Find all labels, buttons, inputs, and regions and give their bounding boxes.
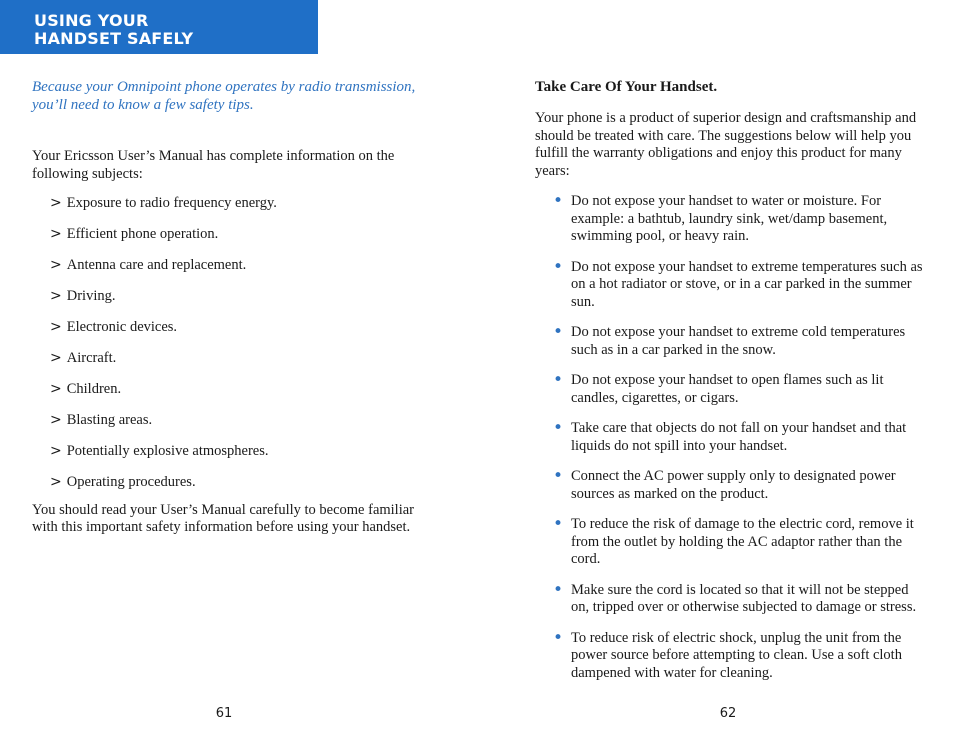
- care-bullet-item: [535, 627, 927, 683]
- bullet-dot: •: [553, 579, 564, 600]
- care-bullet-text: Do not expose your handset to open flames such as lit candles, cigarettes, or cigars.: [571, 372, 884, 406]
- subject-item: [50, 381, 432, 399]
- subject-marker: >: [50, 319, 62, 335]
- subject-marker: >: [50, 195, 62, 211]
- subject-marker: >: [50, 412, 62, 428]
- care-bullet-text: Make sure the cord is located so that it will not be stepped on, tripped over or otherwise subjected to damage or stress.: [571, 581, 917, 615]
- subject-marker: >: [50, 443, 62, 459]
- subject-item: [50, 443, 432, 461]
- bullet-dot: •: [553, 256, 564, 277]
- care-bullet-item: [535, 468, 927, 503]
- bullet-dot: •: [553, 322, 564, 342]
- subject-marker: >: [50, 226, 62, 242]
- section-header-band: [0, 0, 318, 54]
- care-bullet-text: To reduce the risk of damage to the electric cord, remove it from the outlet by holding the AC adaptor rather than the cord.: [571, 516, 914, 567]
- care-bullet-item: [535, 372, 927, 407]
- subject-text: Potentially explosive atmospheres.: [66, 443, 269, 459]
- care-bullet-item: [535, 579, 927, 617]
- care-bullet-item: [535, 324, 927, 359]
- subject-text: Exposure to radio frequency energy.: [66, 195, 277, 211]
- care-bullet-item: [535, 516, 927, 569]
- care-bullet-text: Do not expose your handset to water or moisture. For example: a bathtub, laundry sink, wet/damp basement, swimming pool, or heavy rain.: [571, 193, 888, 244]
- right-page-column: [535, 78, 927, 695]
- care-bullet-list: [535, 193, 927, 682]
- bullet-dot: •: [553, 466, 564, 486]
- subject-marker: >: [50, 288, 62, 304]
- bullet-dot: •: [553, 418, 564, 438]
- subject-item: [50, 319, 432, 337]
- subject-item: [50, 350, 432, 368]
- care-bullet-text: Do not expose your handset to extreme cold temperatures such as in a car parked in the snow.: [571, 324, 906, 358]
- care-lead-paragraph: Your phone is a product of superior design and craftsmanship and should be treated with care. The suggestions below will help you fulfill the warranty obligations and enjoy this product for many years:: [535, 110, 917, 179]
- page-number-left: 61: [215, 706, 233, 721]
- subject-text: Children.: [66, 381, 122, 397]
- subject-item: [50, 226, 432, 244]
- section-title: [34, 12, 193, 48]
- subject-text: Electronic devices.: [66, 319, 178, 335]
- left-page-column: [32, 78, 432, 537]
- subjects-lead-paragraph: Your Ericsson User’s Manual has complete information on the following subjects:: [32, 148, 395, 182]
- bullet-dot: •: [553, 627, 564, 648]
- bullet-dot: •: [553, 191, 564, 211]
- subject-text: Operating procedures.: [66, 474, 196, 490]
- intro-tip: Because your Omnipoint phone operates by radio transmission, you’ll need to know a few safety tips.: [32, 79, 416, 113]
- subject-text: Aircraft.: [66, 350, 117, 366]
- care-bullet-item: [535, 193, 927, 246]
- closing-paragraph: You should read your User’s Manual carefully to become familiar with this important safety information before using your handset.: [32, 501, 415, 535]
- section-title-line-2: HANDSET SAFELY: [34, 29, 194, 48]
- subject-marker: >: [50, 474, 62, 490]
- subject-text: Antenna care and replacement.: [66, 257, 247, 273]
- subject-text: Driving.: [66, 288, 116, 304]
- subject-item: [50, 288, 432, 306]
- care-bullet-text: To reduce risk of electric shock, unplug the unit from the power source before attempting to clean. Use a soft cloth dampened with water for cleaning.: [571, 629, 902, 681]
- subject-item: [50, 412, 432, 430]
- subject-marker: >: [50, 257, 62, 273]
- care-bullet-item: [535, 256, 927, 312]
- bullet-dot: •: [553, 514, 564, 534]
- section-title-line-1: USING YOUR: [34, 11, 149, 30]
- subjects-list: [32, 195, 432, 492]
- care-section-title: Take Care Of Your Handset.: [535, 79, 718, 95]
- care-bullet-text: Do not expose your handset to extreme temperatures such as on a hot radiator or stove, or in a car parked in the summer sun.: [571, 258, 923, 310]
- subject-text: Efficient phone operation.: [66, 226, 219, 242]
- care-bullet-item: [535, 420, 927, 455]
- subject-item: [50, 195, 432, 213]
- page-number-right: 62: [719, 706, 737, 721]
- care-bullet-text: Connect the AC power supply only to designated power sources as marked on the product.: [571, 468, 896, 502]
- subject-item: [50, 474, 432, 492]
- subject-marker: >: [50, 350, 62, 366]
- bullet-dot: •: [553, 370, 564, 390]
- subject-marker: >: [50, 381, 62, 397]
- subject-item: [50, 257, 432, 275]
- subject-text: Blasting areas.: [66, 412, 153, 428]
- care-bullet-text: Take care that objects do not fall on your handset and that liquids do not spill into your handset.: [571, 420, 907, 454]
